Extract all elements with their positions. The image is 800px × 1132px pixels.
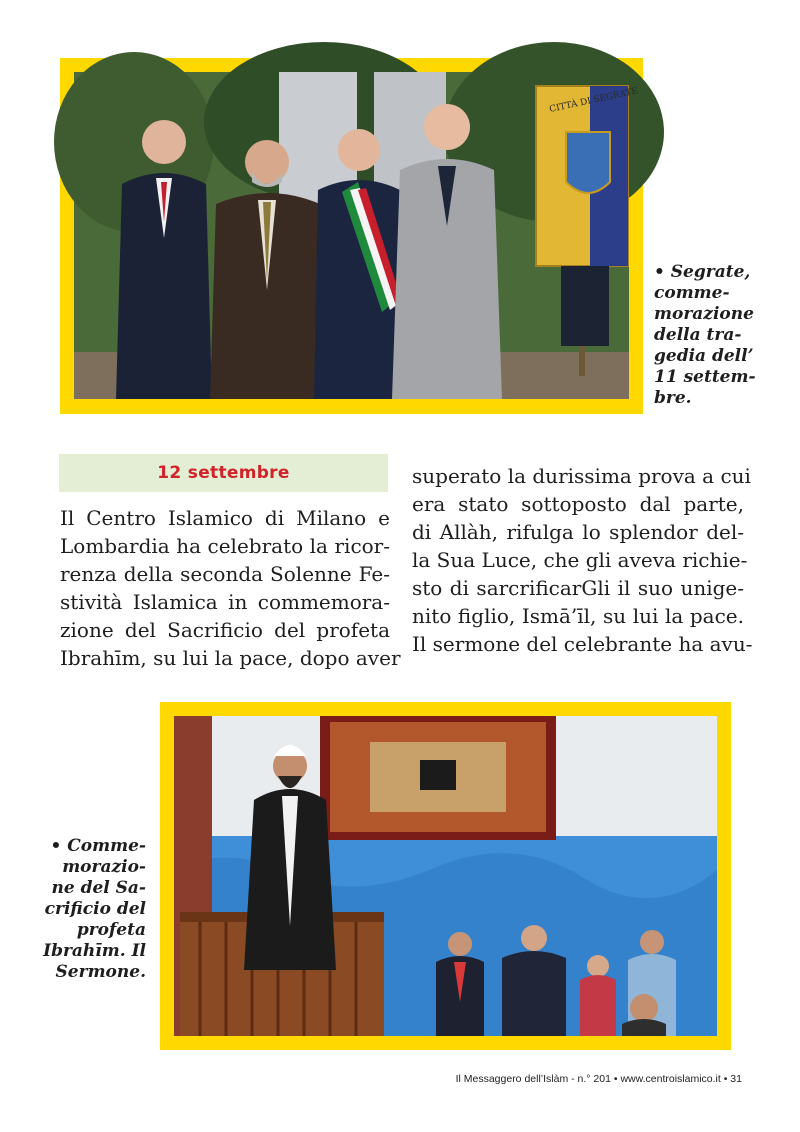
caption-line: della tra- (654, 325, 742, 345)
photo-frame-commemoration (60, 58, 643, 414)
caption-line: ne del Sa- (51, 878, 146, 898)
date-heading: 12 settembre (157, 463, 290, 483)
caption-line: comme- (654, 283, 730, 303)
caption-line: Ibrahīm. Il (43, 941, 146, 961)
caption-line: morazione (654, 304, 754, 324)
photo1-caption (654, 262, 754, 409)
photo2-caption (30, 836, 146, 983)
text-line: stività Islamica in commemora- (60, 590, 390, 614)
page-footer: Il Messaggero dell’Islàm - n.° 201 • www.centroislamico.it • 31 (455, 1073, 742, 1085)
caption-line: bre. (654, 388, 692, 408)
sermon-photo (174, 716, 717, 1036)
photo-frame-sermon (160, 702, 731, 1050)
text-line: la Sua Luce, che gli aveva richie- (412, 548, 748, 572)
caption-line: profeta (76, 920, 146, 940)
banner-text: CITTÀ DI SEGRATE (548, 86, 640, 115)
caption-line: Sermone. (55, 962, 146, 982)
article-column-2 (412, 462, 753, 658)
text-line: zione del Sacrificio del profeta (60, 618, 390, 642)
text-line: Il Centro Islamico di Milano e (60, 506, 390, 530)
caption-line: morazio- (62, 857, 146, 877)
caption-line: gedia dell’ (654, 346, 754, 366)
text-line: nito figlio, Ismā’īl, su lui la pace. (412, 604, 744, 628)
text-line: Lombardia ha celebrato la ricor- (60, 534, 390, 558)
group-photo-segrate (74, 72, 640, 399)
text-line: di Allàh, rifulga lo splendor del- (412, 520, 744, 544)
article-column-1 (60, 504, 401, 672)
text-line: Il sermone del celebrante ha avu- (412, 632, 753, 656)
text-line: renza della seconda Solenne Fe- (60, 562, 390, 586)
caption-line: crificio del (44, 899, 146, 919)
date-heading-box (59, 454, 388, 492)
text-line: Ibrahīm, su lui la pace, dopo aver (60, 646, 401, 670)
text-line: sto di sarcrificarGli il suo unige- (412, 576, 744, 600)
caption-line: • Comme- (50, 836, 146, 856)
caption-line: 11 settem- (654, 367, 756, 387)
caption-line: • Segrate, (654, 262, 751, 282)
text-line: era stato sottoposto dal parte, (412, 492, 744, 516)
text-line: superato la durissima prova a cui (412, 464, 751, 488)
